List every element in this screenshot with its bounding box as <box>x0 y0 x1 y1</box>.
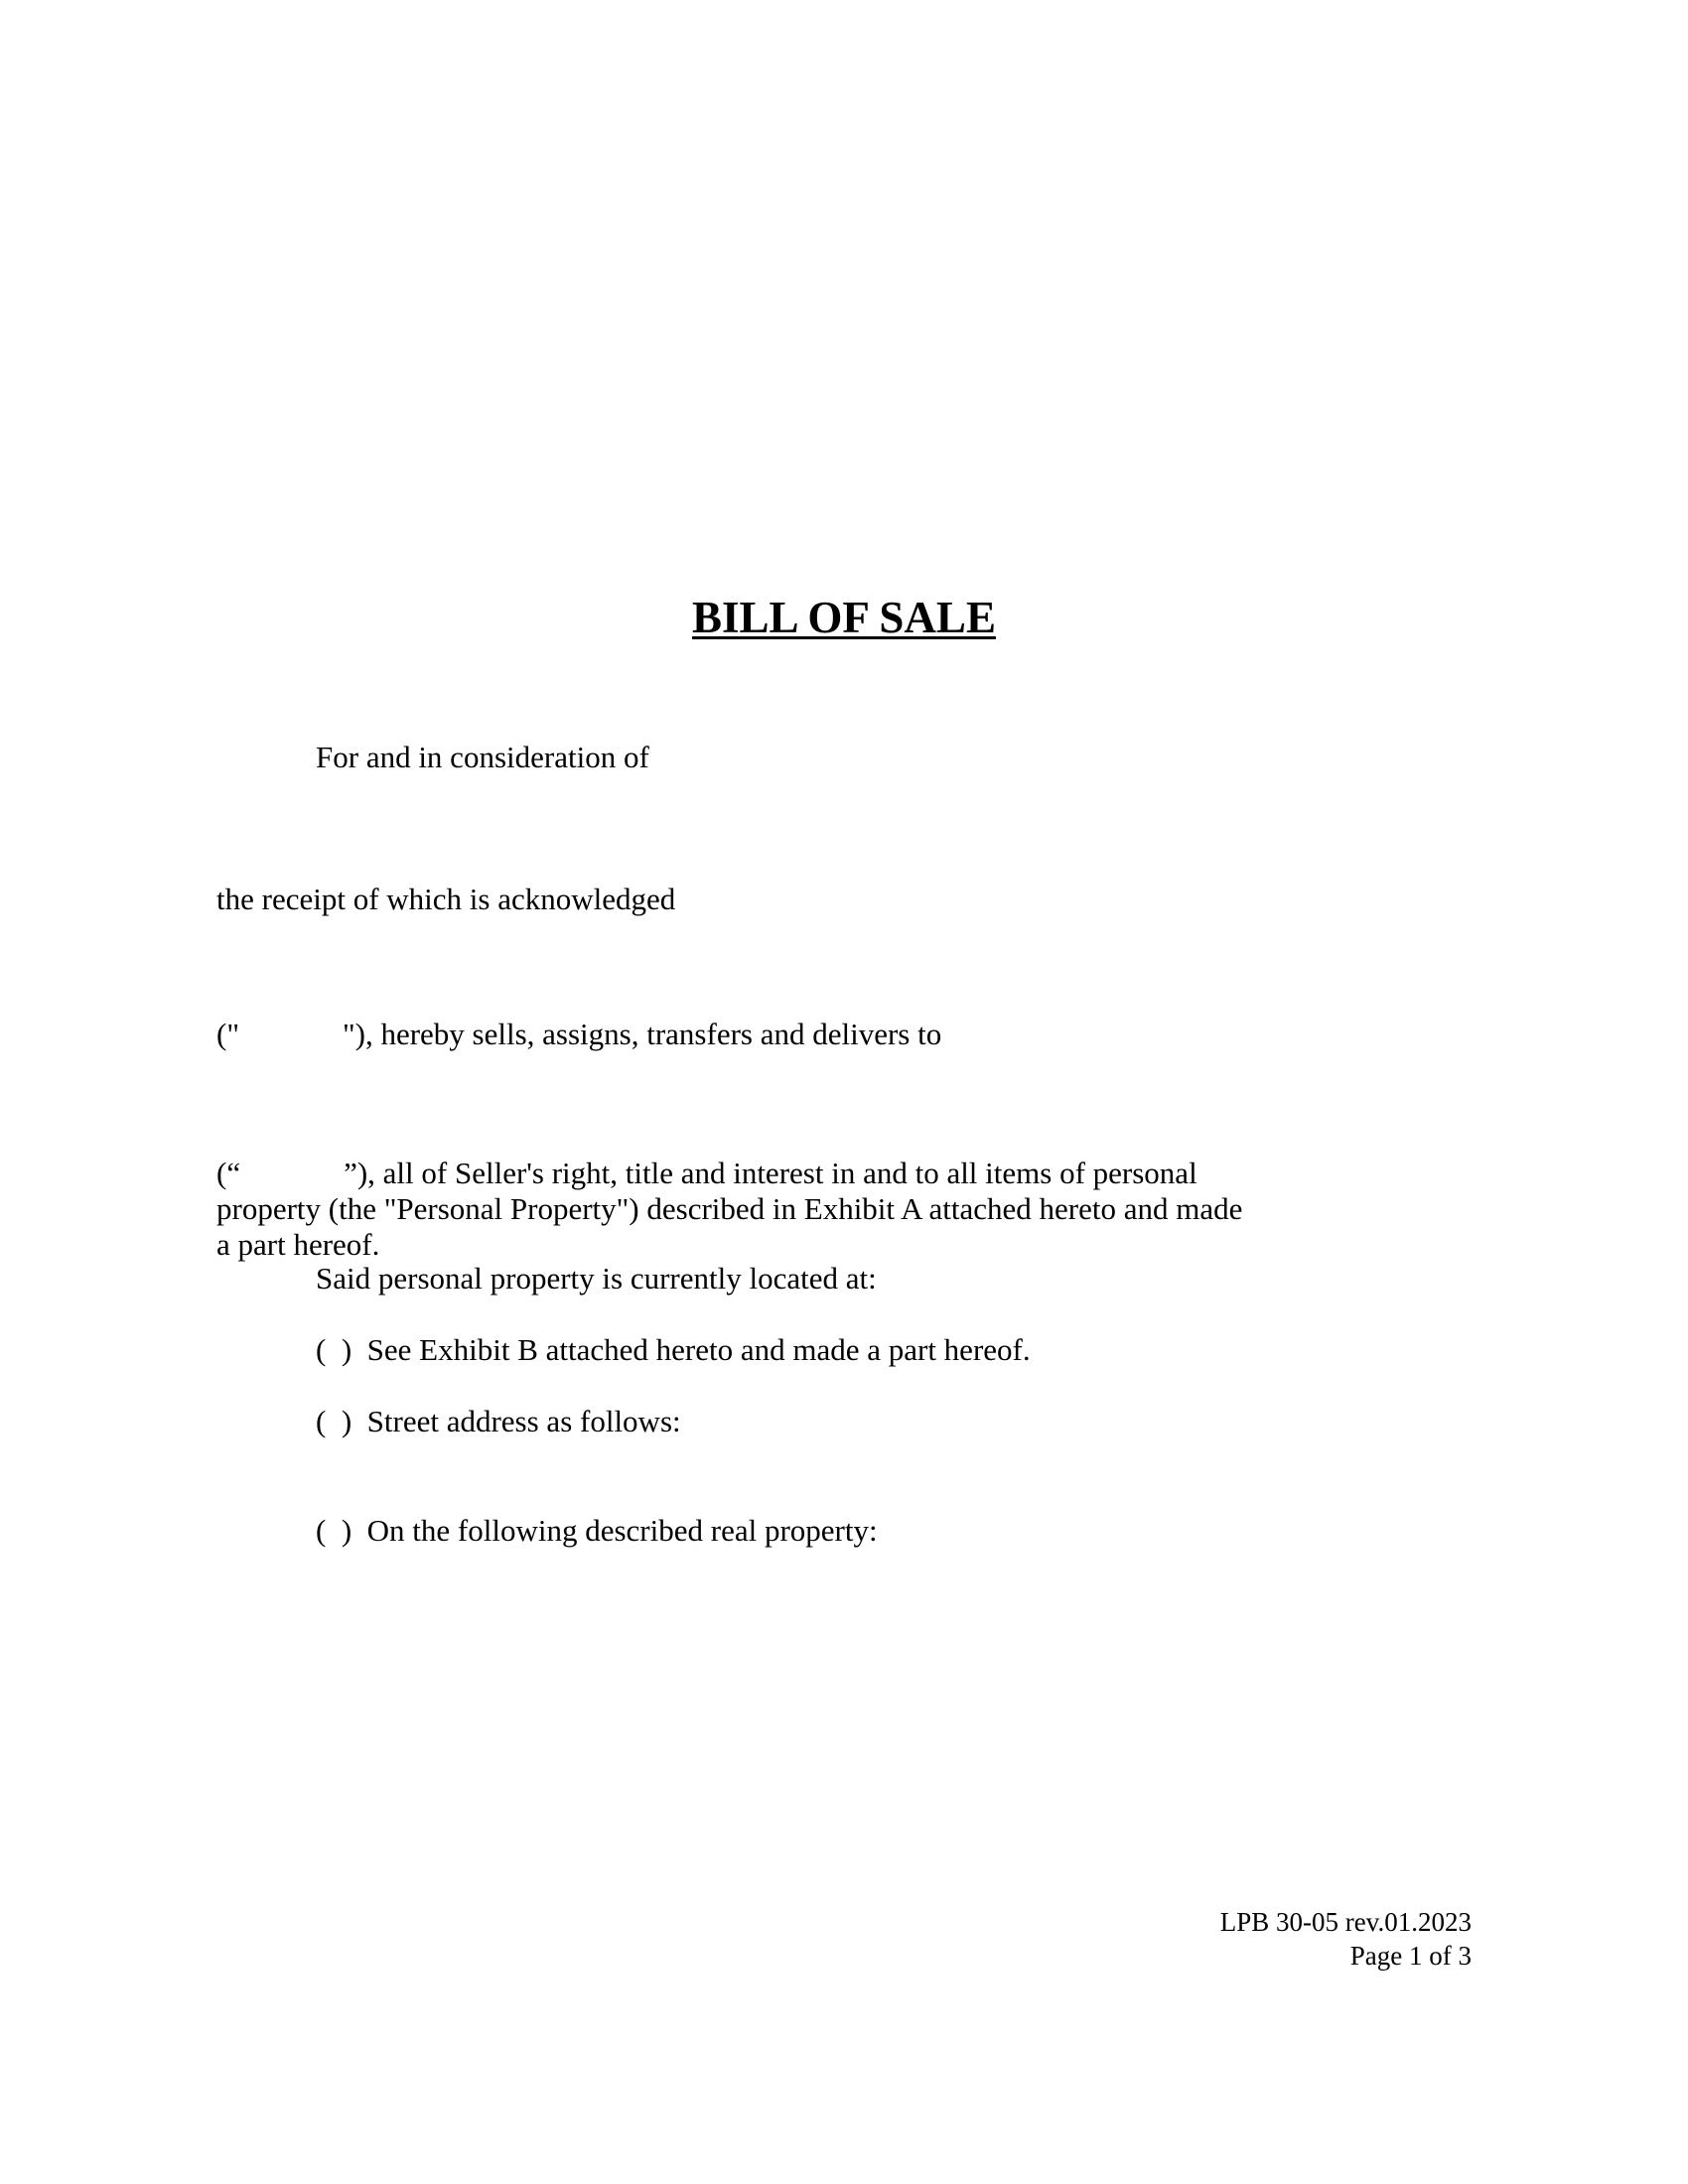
consideration-line: For and in consideration of <box>316 740 649 774</box>
buyer-open-quote: (“ <box>216 1156 241 1190</box>
location-intro: Said personal property is currently located at: <box>316 1261 877 1296</box>
property-line-3: a part hereof. <box>216 1227 380 1262</box>
option-label: Street address as follows: <box>366 1404 681 1438</box>
seller-clause: "), hereby sells, assigns, transfers and delivers to <box>342 1017 942 1051</box>
option-checkbox[interactable]: ( ) <box>316 1332 352 1367</box>
document-title: BILL OF SALE <box>692 593 996 642</box>
property-line-2: property (the "Personal Property") described in Exhibit A attached hereto and made <box>216 1191 1243 1226</box>
seller-line <box>216 1017 941 1052</box>
form-id: LPB 30-05 rev.01.2023 <box>1219 1907 1472 1937</box>
receipt-line: the receipt of which is acknowledged <box>216 882 676 916</box>
option-label: On the following described real property: <box>366 1513 878 1548</box>
option-real-property <box>316 1513 878 1549</box>
option-checkbox[interactable]: ( ) <box>316 1513 352 1548</box>
option-checkbox[interactable]: ( ) <box>316 1404 352 1438</box>
buyer-line <box>216 1156 1197 1191</box>
buyer-clause: ”), all of Seller's right, title and interest in and to all items of personal <box>344 1156 1197 1190</box>
seller-open-quote: (" <box>216 1017 239 1051</box>
page-number: Page 1 of 3 <box>1349 1941 1472 1971</box>
option-street-address <box>316 1404 681 1439</box>
option-exhibit-b <box>316 1332 1031 1368</box>
option-label: See Exhibit B attached hereto and made a part hereof. <box>366 1332 1031 1367</box>
